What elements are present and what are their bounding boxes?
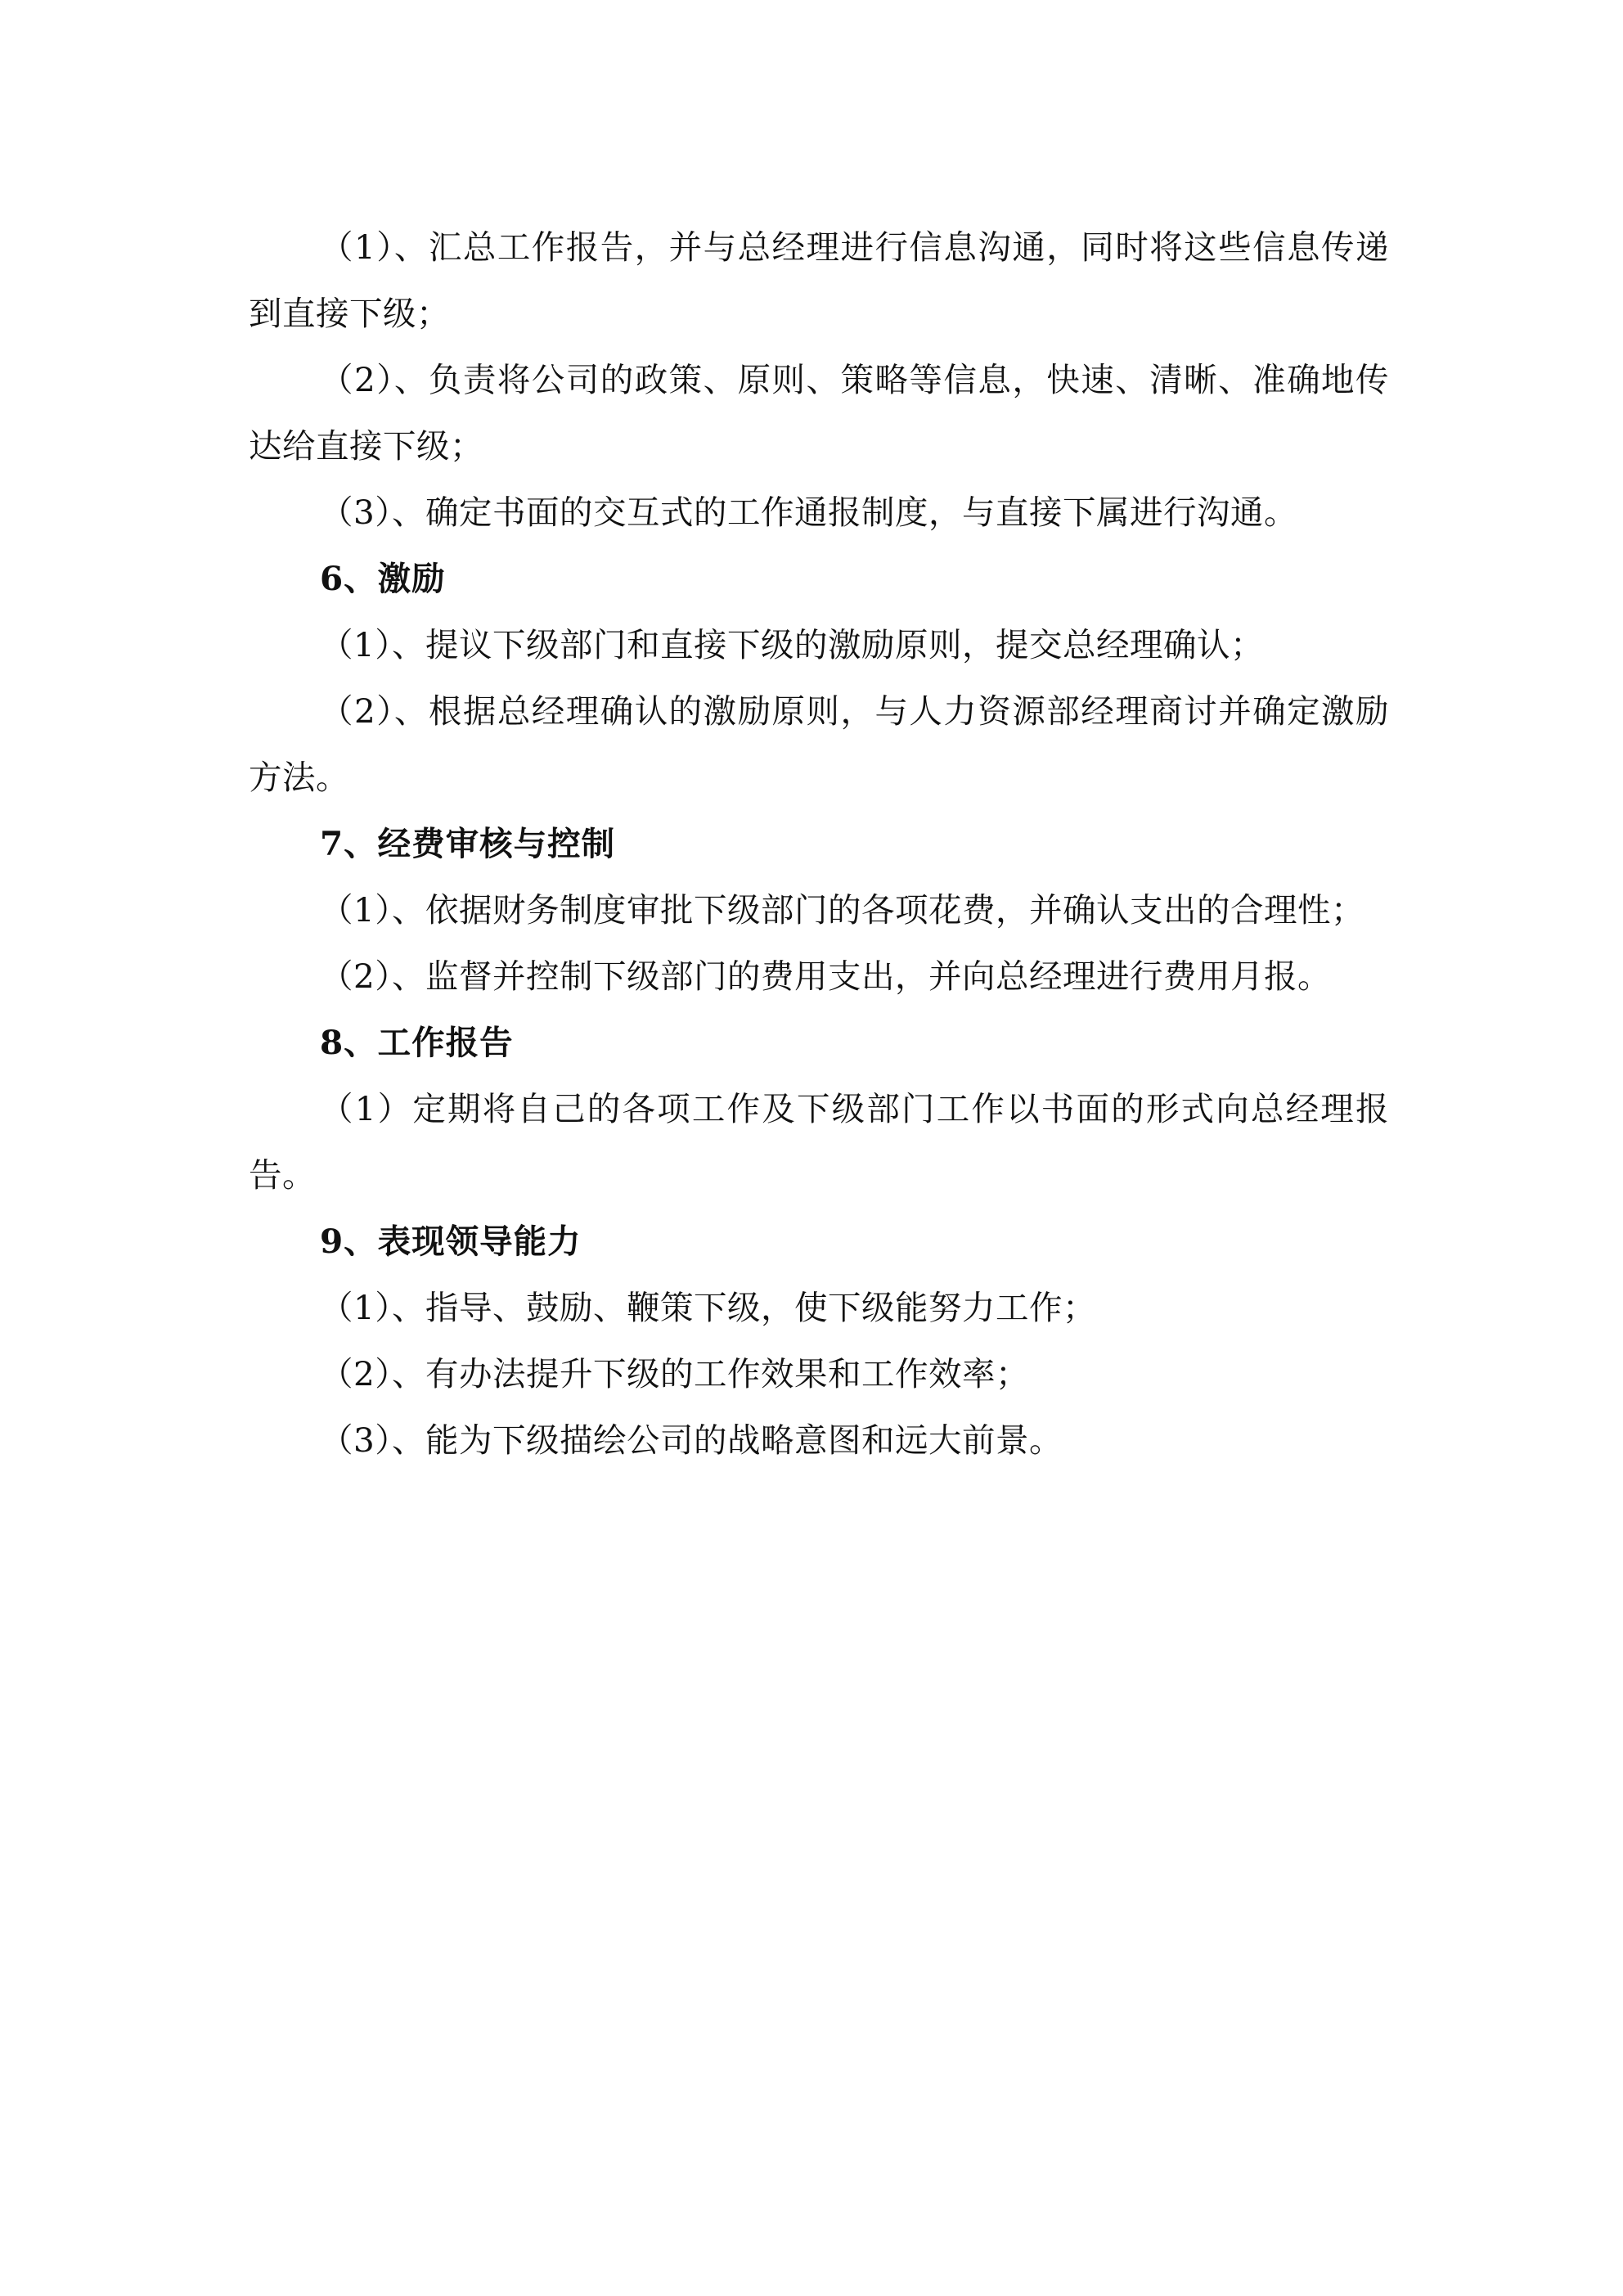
section-heading-leadership: 9、表现领导能力: [320, 1222, 582, 1261]
paragraph-budget-2: （2）、监督并控制下级部门的费用支出，并向总经理进行费用月报。: [320, 957, 1332, 996]
paragraph-communication-1: （1）、汇总工作报告，并与总经理进行信息沟通，同时将这些信息传递到直接下级；: [249, 227, 1389, 333]
paragraph-motivation-1: （1）、提议下级部门和直接下级的激励原则，提交总经理确认；: [320, 625, 1265, 664]
section-heading-budget-control: 7、经费审核与控制: [320, 824, 616, 863]
document-page: [249, 214, 1389, 1474]
paragraph-communication-3: （3）、确定书面的交互式的工作通报制度，与直接下属进行沟通。: [320, 493, 1298, 532]
section-heading-work-report: 8、工作报告: [320, 1023, 514, 1062]
paragraph-report-1: （1）定期将自己的各项工作及下级部门工作以书面的形式向总经理报告。: [249, 1089, 1389, 1195]
paragraph-communication-2: （2）、负责将公司的政策、原则、策略等信息，快速、清晰、准确地传达给直接下级；: [249, 360, 1389, 466]
paragraph-leadership-3: （3）、能为下级描绘公司的战略意图和远大前景。: [320, 1420, 1063, 1460]
section-heading-motivation: 6、激励: [320, 559, 446, 598]
paragraph-leadership-1: （1）、指导、鼓励、鞭策下级，使下级能努力工作；: [320, 1288, 1097, 1327]
paragraph-budget-1: （1）、依据财务制度审批下级部门的各项花费，并确认支出的合理性；: [320, 890, 1365, 930]
paragraph-motivation-2: （2）、根据总经理确认的激励原则，与人力资源部经理商讨并确定激励方法。: [249, 691, 1389, 797]
paragraph-leadership-2: （2）、有办法提升下级的工作效果和工作效率；: [320, 1354, 1030, 1393]
